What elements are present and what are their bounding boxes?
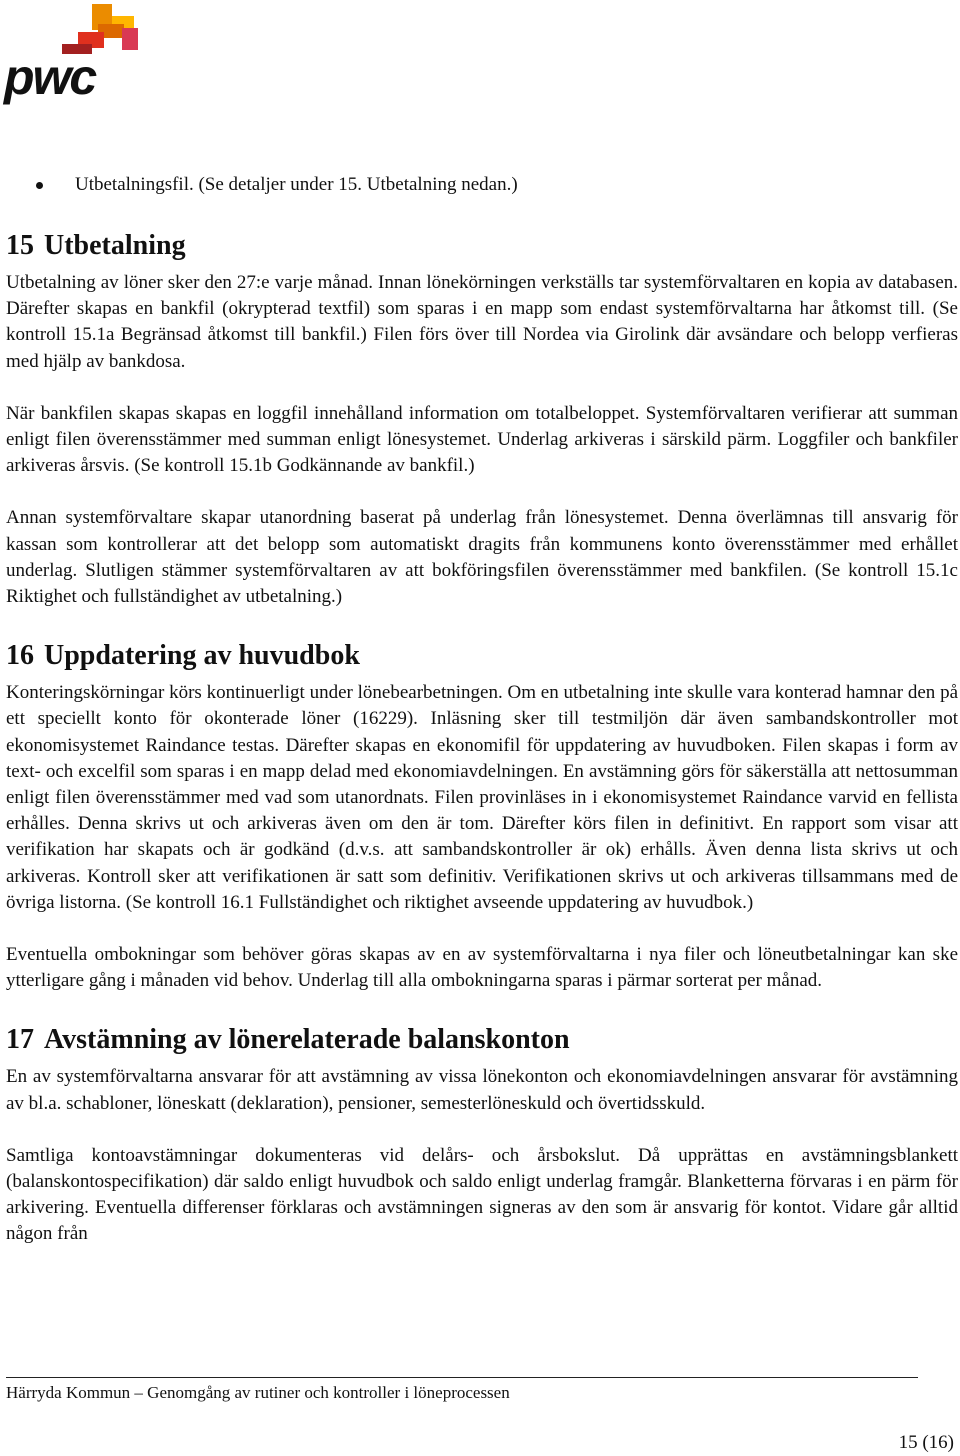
bullet-dot-icon bbox=[36, 182, 43, 189]
section-heading-15 bbox=[6, 226, 958, 266]
footer-text: Härryda Kommun – Genomgång av rutiner och kontroller i löneprocessen bbox=[6, 1383, 510, 1402]
section-number: 15 bbox=[6, 230, 34, 261]
bullet-item bbox=[6, 172, 958, 198]
paragraph: Samtliga kontoavstämningar dokumenteras vid delårs- och årsbokslut. Då upprättas en avstämningsblankett (balanskontospecifikation) där saldo enligt huvudbok och saldo enligt underlag framgår. Blanketterna förvaras i en pärm för arkivering. Eventuella differenser förklaras och avstämningen signeras av den som är ansvarig för kontot. Vidare går alltid någon från bbox=[6, 1144, 958, 1245]
bullet-text: Utbetalningsfil. (Se detaljer under 15. Utbetalning nedan.) bbox=[75, 174, 518, 195]
section-title: Avstämning av lönerelaterade balanskonton bbox=[44, 1024, 570, 1056]
section-title: Uppdatering av huvudbok bbox=[44, 640, 360, 672]
paragraph: Konteringskörningar körs kontinuerligt under lönebearbetningen. Om en utbetalning inte skulle vara konterad hamnar den på ett speciellt konto för okonterade löner (16229). Inläsning sker till testmiljön där även sambandskontroller mot ekonomisystemet Raindance testas. Därefter skapas en ekonomifil för uppdatering av huvudboken. Filen skapas i form av text- och excelfil som sparas i en mapp delad med ekonomiavdelningen. En avstämning görs för säkerställa att nettosumman enligt filen överensstämmer med vad som utanordnats. Filen provinläses in i ekonomisystemet Raindance varvid en fellista erhålles. Denna skrivs ut och arkiveras även om den är tom. Därefter körs filen in definitivt. En rapport som visar att verifikation har skapats och är godkänd (d.v.s. att sambandskontroller är ok) erhålls. Även denna lista skrivs ut och arkiveras. Kontroll sker att verifikationen är satt som definitiv. Verifikationen skrivs ut och arkiveras tillsammans med de övriga listorna. (Se kontroll 16.1 Fullständighet och riktighet avseende uppdatering av huvudbok.) bbox=[6, 682, 958, 913]
footer-divider bbox=[6, 1377, 918, 1378]
paragraph: Eventuella ombokningar som behöver göras skapas av en av systemförvaltarna i nya filer och löneutbetalningar kan ske ytterligare gång i månaden vid behov. Underlag till alla ombokningarna sparas i pärmar sorterat per månad. bbox=[6, 944, 958, 992]
paragraph: Annan systemförvaltare skapar utanordning baserat på underlag från lönesystemet. Denna överlämnas till ansvarig för kassan som kontrollerar att det belopp som automatiskt dragits från kommunens konto överensstämmer med erhållet underlag. Slutligen stämmer systemförvaltaren av att bokföringsfilen överensstämmer med bankfilen. (Se kontroll 15.1c Riktighet och fullständighet av utbetalning.) bbox=[6, 507, 958, 608]
section-number: 17 bbox=[6, 1024, 34, 1056]
pwc-logo bbox=[4, 2, 144, 112]
logo-block-4 bbox=[122, 28, 138, 50]
document-body bbox=[6, 172, 958, 1256]
section-number: 16 bbox=[6, 640, 34, 672]
pwc-wordmark: pwc bbox=[4, 49, 96, 105]
paragraph: När bankfilen skapas skapas en loggfil innehålland information om totalbeloppet. Systemförvaltaren verifierar att summan enligt filen överensstämmer med summan enligt lönesystemet. Underlag arkiveras i särskild pärm. Loggfiler och bankfiler arkiveras årsvis. (Se kontroll 15.1b Godkännande av bankfil.) bbox=[6, 402, 958, 477]
section-heading-17 bbox=[6, 1020, 958, 1060]
paragraph: En av systemförvaltarna ansvarar för att avstämning av vissa lönekonton och ekonomiavdelningen ansvarar för avstämning av bl.a. schabloner, löneskatt (deklaration), pensioner, semesterlöneskuld och övertidsskuld. bbox=[6, 1066, 958, 1114]
section-title: Utbetalning bbox=[44, 230, 186, 261]
page-number: 15 (16) bbox=[898, 1432, 954, 1453]
section-heading-16 bbox=[6, 636, 958, 676]
paragraph: Utbetalning av löner sker den 27:e varje månad. Innan lönekörningen verkställs tar systemförvaltaren en kopia av databasen. Därefter skapas en bankfil (okrypterad textfil) som sparas i en mapp som endast systemförvaltarna har åtkomst till. (Se kontroll 15.1a Begränsad åtkomst till bankfil.) Filen förs över till Nordea via Girolink där avsändare och belopp verfieras med hjälp av bankdosa. bbox=[6, 272, 958, 372]
